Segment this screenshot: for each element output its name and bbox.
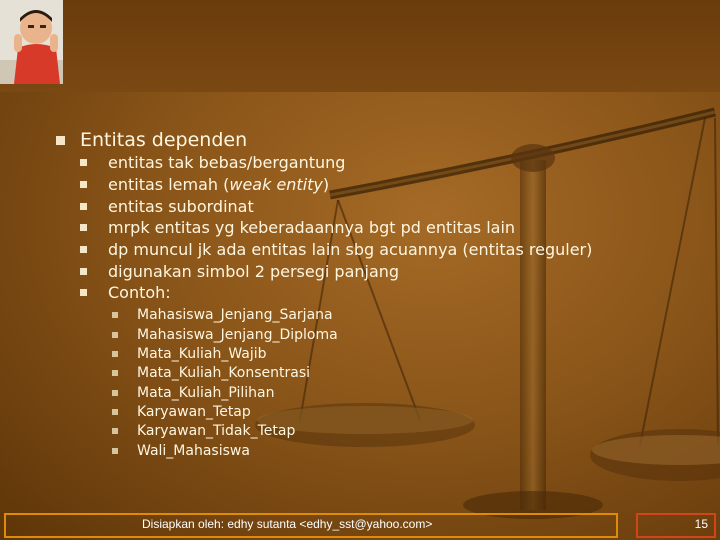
child-photo-icon <box>0 0 63 84</box>
footer-credit: Disiapkan oleh: edhy sutanta <edhy_sst@yahoo.com> <box>142 517 433 531</box>
text-part: ) <box>322 175 330 195</box>
list-item <box>80 282 696 304</box>
example-item <box>112 325 696 344</box>
square-bullet-icon <box>80 246 87 253</box>
square-bullet-icon <box>112 370 118 376</box>
page-number: 15 <box>694 517 708 531</box>
list-item-text <box>108 262 399 281</box>
list-item <box>80 195 696 217</box>
example-text: Wali_Mahasiswa <box>137 442 250 459</box>
list-item-text <box>108 175 329 194</box>
square-bullet-icon <box>56 136 65 145</box>
square-bullet-icon <box>80 289 87 296</box>
list-item-text <box>108 240 592 259</box>
example-item <box>112 344 696 363</box>
square-bullet-icon <box>112 312 118 318</box>
heading: Entitas dependen <box>80 129 248 151</box>
square-bullet-icon <box>80 268 87 275</box>
example-text: Karyawan_Tidak_Tetap <box>137 423 296 440</box>
text-part: digunakan simbol 2 persegi panjang <box>108 261 400 281</box>
example-text: Karyawan_Tetap <box>137 403 251 420</box>
list-item <box>80 260 696 282</box>
example-item <box>112 364 696 383</box>
example-text: Mata_Kuliah_Konsentrasi <box>137 365 311 382</box>
example-text: Mahasiswa_Jenjang_Diploma <box>137 326 338 343</box>
text-part: mrpk entitas yg keberadaannya bgt pd entitas lain <box>108 218 516 238</box>
text-part: entitas subordinat <box>108 196 254 216</box>
square-bullet-icon <box>112 428 118 434</box>
profile-photo <box>0 0 63 84</box>
example-item <box>112 422 696 441</box>
list-item <box>80 174 696 196</box>
square-bullet-icon <box>112 409 118 415</box>
list-item-text <box>108 283 171 302</box>
text-part: entitas lemah ( <box>108 175 230 195</box>
square-bullet-icon <box>112 332 118 338</box>
square-bullet-icon <box>112 351 118 357</box>
example-text: Mata_Kuliah_Pilihan <box>137 384 275 401</box>
example-list <box>112 306 696 460</box>
list-item-text <box>108 218 515 237</box>
square-bullet-icon <box>80 159 87 166</box>
example-item <box>112 306 696 325</box>
example-item <box>112 402 696 421</box>
square-bullet-icon <box>112 448 118 454</box>
definition-list <box>80 152 696 304</box>
text-part: dp muncul jk ada entitas lain sbg acuannya (entitas reguler) <box>108 240 593 260</box>
emphasis-text: weak entity <box>229 175 323 195</box>
square-bullet-icon <box>112 390 118 396</box>
list-item <box>80 217 696 239</box>
text-part: entitas tak bebas/bergantung <box>108 153 346 173</box>
heading-item <box>56 128 696 152</box>
text-part: Contoh: <box>108 283 171 303</box>
square-bullet-icon <box>80 203 87 210</box>
example-text: Mata_Kuliah_Wajib <box>137 346 267 363</box>
example-text: Mahasiswa_Jenjang_Sarjana <box>137 307 333 324</box>
list-item-text <box>108 197 254 216</box>
example-item <box>112 383 696 402</box>
square-bullet-icon <box>80 181 87 188</box>
list-item <box>80 152 696 174</box>
list-item-text <box>108 153 345 172</box>
square-bullet-icon <box>80 224 87 231</box>
example-item <box>112 441 696 460</box>
list-item <box>80 239 696 261</box>
slide-content <box>56 128 696 460</box>
